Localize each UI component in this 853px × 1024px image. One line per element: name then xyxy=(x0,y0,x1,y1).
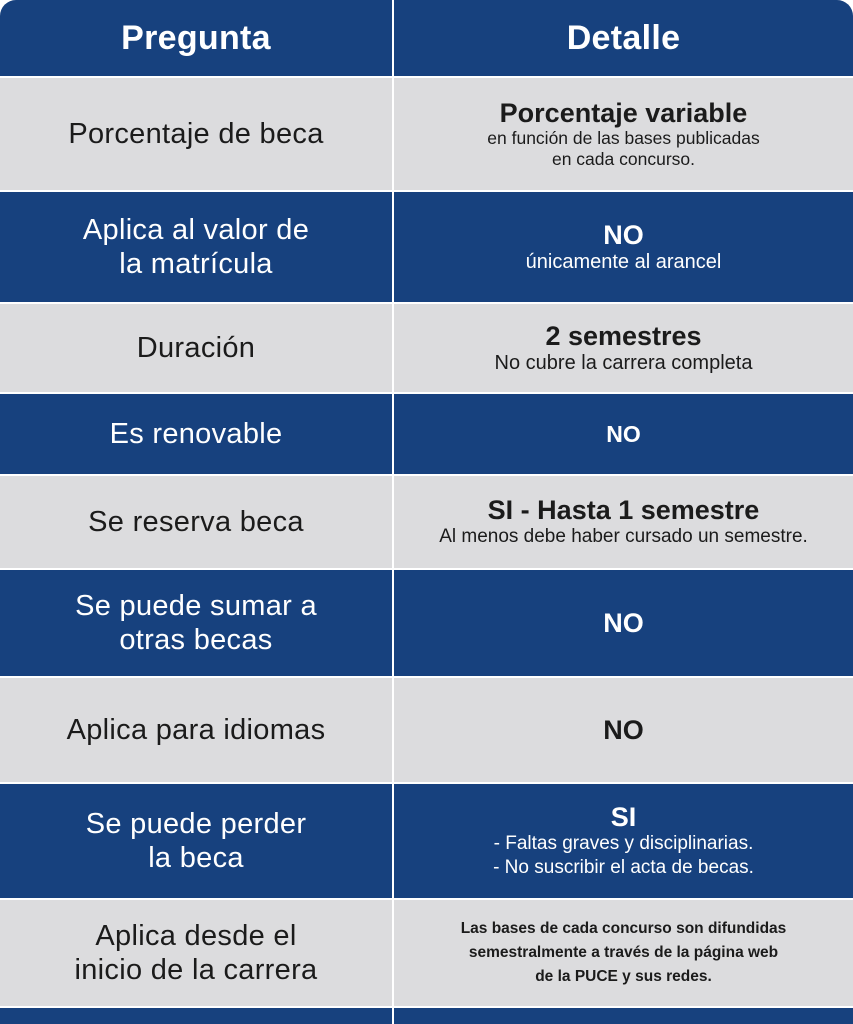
detail-sub: únicamente al arancel xyxy=(525,251,722,273)
detail-cell xyxy=(394,304,853,392)
table-header xyxy=(0,0,853,76)
question-text: Aplica al valor de la matrícula xyxy=(82,214,310,280)
question-cell xyxy=(0,304,392,392)
question-text: Aplica desde el inicio de la carrera xyxy=(74,920,318,986)
detail-cell xyxy=(394,78,853,190)
footer-right xyxy=(394,1008,853,1024)
header-question: Pregunta xyxy=(121,18,271,57)
table-row xyxy=(0,570,853,676)
detail-cell xyxy=(394,476,853,568)
detail-main: Porcentaje variable xyxy=(499,98,748,128)
detail-cell xyxy=(394,192,853,302)
detail-sub: Al menos debe haber cursado un semestre. xyxy=(439,526,808,547)
detail-list: - Faltas graves y disciplinarias. - No suscribir el acta de becas. xyxy=(493,833,754,878)
detail-main: NO xyxy=(606,421,641,447)
table-row xyxy=(0,900,853,1006)
question-cell xyxy=(0,476,392,568)
header-detail-cell xyxy=(394,0,853,76)
detail-main: NO xyxy=(603,608,644,638)
table-row xyxy=(0,304,853,392)
header-question-cell xyxy=(0,0,392,76)
detail-main: SI - Hasta 1 semestre xyxy=(487,495,760,525)
detail-sub: en función de las bases publicadas en cada concurso. xyxy=(487,128,760,169)
table-row xyxy=(0,678,853,782)
detail-cell xyxy=(394,900,853,1006)
question-cell xyxy=(0,678,392,782)
question-text: Se reserva beca xyxy=(88,506,304,538)
table-row xyxy=(0,476,853,568)
table-row xyxy=(0,78,853,190)
question-cell xyxy=(0,192,392,302)
detail-main: NO xyxy=(603,220,644,250)
detail-main: NO xyxy=(603,715,644,745)
question-text: Es renovable xyxy=(109,418,283,450)
detail-cell xyxy=(394,570,853,676)
question-cell xyxy=(0,784,392,898)
table-row xyxy=(0,192,853,302)
header-detail: Detalle xyxy=(566,18,681,57)
detail-main: 2 semestres xyxy=(545,321,702,351)
detail-note: Las bases de cada concurso son difundidas semestralmente a través de la página web de la PUCE y sus redes. xyxy=(460,920,787,985)
question-text: Se puede sumar a otras becas xyxy=(75,590,317,656)
table-row xyxy=(0,784,853,898)
question-text: Aplica para idiomas xyxy=(66,714,326,746)
detail-cell xyxy=(394,394,853,474)
question-text: Se puede perder la beca xyxy=(85,808,307,874)
table-footer xyxy=(0,1008,853,1024)
question-cell xyxy=(0,900,392,1006)
question-text: Duración xyxy=(136,332,256,364)
detail-cell xyxy=(394,678,853,782)
detail-main: SI xyxy=(610,802,637,832)
question-text: Porcentaje de beca xyxy=(68,118,324,150)
detail-sub: No cubre la carrera completa xyxy=(494,352,753,374)
detail-cell xyxy=(394,784,853,898)
table-row xyxy=(0,394,853,474)
footer-left xyxy=(0,1008,392,1024)
question-cell xyxy=(0,394,392,474)
question-cell xyxy=(0,570,392,676)
question-cell xyxy=(0,78,392,190)
